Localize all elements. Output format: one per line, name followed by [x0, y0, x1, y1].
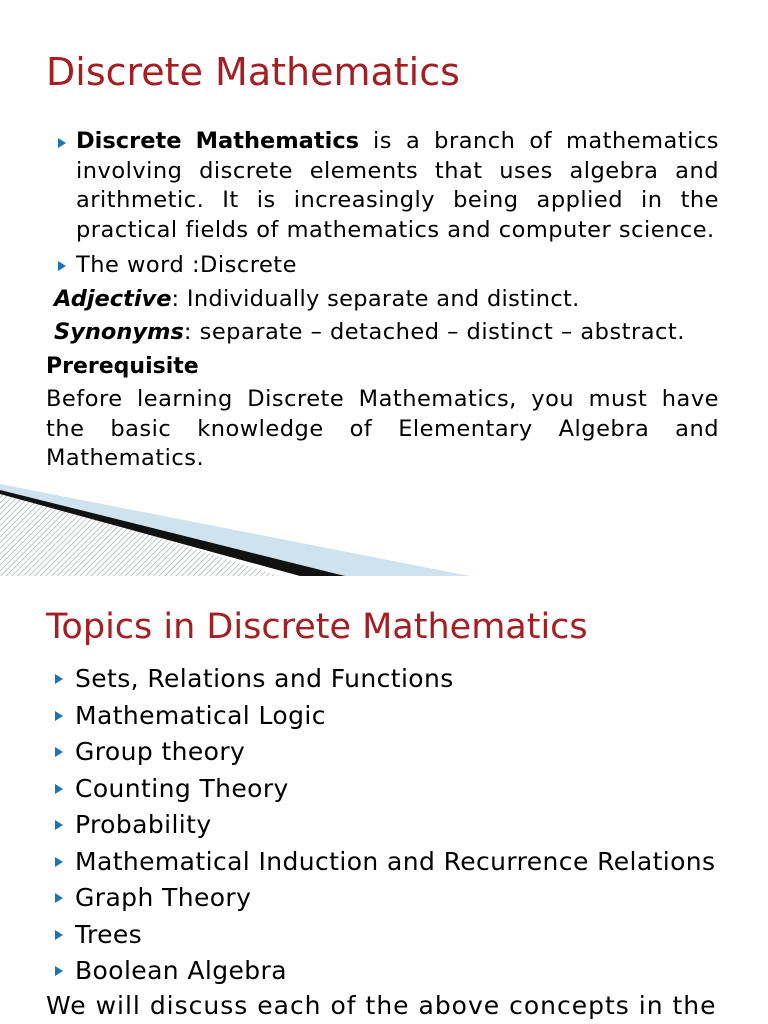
word-line: The word :Discrete — [76, 252, 297, 278]
topic-list-item — [0, 735, 768, 771]
triangle-bullet-icon — [54, 783, 64, 795]
topic-label: Trees — [75, 919, 143, 949]
closing-text: We will discuss each of the above concepts in the — [46, 991, 717, 1020]
topic-label: Graph Theory — [75, 883, 252, 912]
triangle-bullet-icon — [57, 137, 67, 149]
intro-term: Discrete Mathematics — [76, 128, 360, 154]
triangle-bullet-icon — [57, 260, 67, 272]
topic-label: Mathematical Logic — [75, 700, 326, 730]
slide-topics — [0, 576, 768, 1024]
triangle-bullet-icon — [54, 710, 64, 722]
synonyms-line — [54, 318, 685, 348]
intro-paragraph — [76, 127, 719, 245]
adjective-term: Adjective — [54, 286, 172, 312]
topic-label: Group theory — [75, 737, 246, 766]
synonyms-text: : separate – detached – distinct – abstract. — [183, 319, 685, 345]
triangle-bullet-icon — [54, 746, 64, 758]
prerequisite-heading: Prerequisite — [46, 354, 199, 379]
topic-list-item — [0, 845, 768, 881]
topic-list-item — [0, 662, 768, 698]
topic-label: Probability — [75, 810, 212, 839]
topic-list-item — [0, 954, 768, 990]
topic-label: Sets, Relations and Functions — [75, 664, 454, 693]
topic-list-item — [0, 772, 768, 808]
topic-list-item — [0, 699, 768, 735]
triangle-bullet-icon — [54, 819, 64, 831]
slide-title: Discrete Mathematics — [46, 50, 460, 94]
adjective-line — [54, 285, 580, 315]
decorative-swoosh — [0, 480, 470, 576]
prerequisite-paragraph: Before learning Discrete Mathematics, you must have the basic knowledge of Elementary Algebra and Mathematics. — [46, 386, 719, 471]
topic-list-item — [0, 808, 768, 844]
intro-text: is a branch of mathematics involving discrete elements that uses algebra and arithmetic. It is increasingly being applied in the practical fields of mathematics and computer science. — [76, 128, 719, 243]
triangle-bullet-icon — [54, 929, 64, 941]
adjective-text: : Individually separate and distinct. — [171, 286, 580, 312]
slide-title: Topics in Discrete Mathematics — [46, 607, 588, 647]
triangle-bullet-icon — [54, 673, 64, 685]
triangle-bullet-icon — [54, 856, 64, 868]
topic-label: Counting Theory — [75, 773, 289, 803]
triangle-bullet-icon — [54, 965, 64, 977]
topic-list-item — [0, 918, 768, 954]
topic-list-item — [0, 881, 768, 917]
synonyms-term: Synonyms — [54, 319, 184, 345]
triangle-bullet-icon — [54, 892, 64, 904]
topic-label: Boolean Algebra — [75, 956, 287, 985]
topic-label: Mathematical Induction and Recurrence Relations — [75, 846, 716, 876]
